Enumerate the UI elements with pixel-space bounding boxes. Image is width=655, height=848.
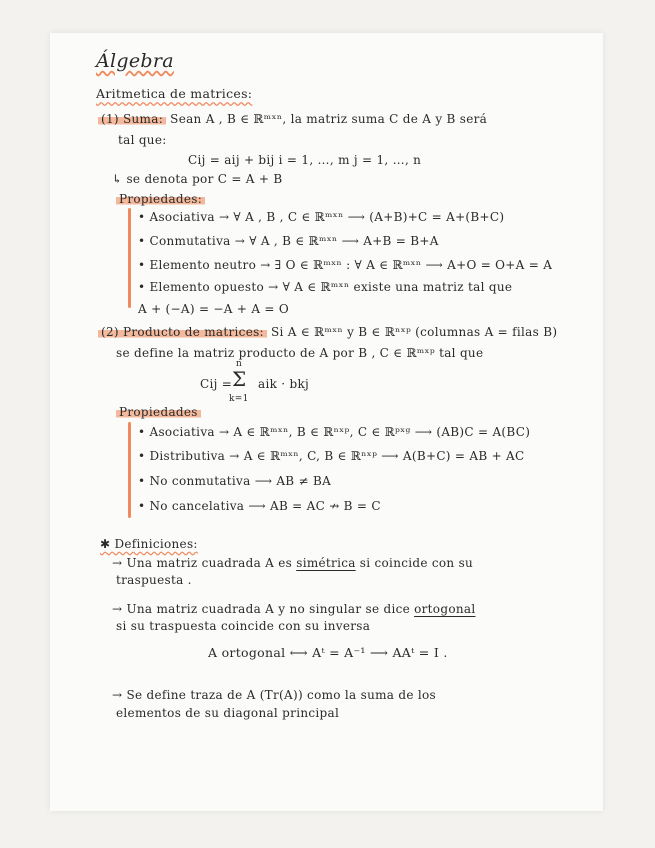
props1-item: • Asociativa → ∀ A , B , C ∈ ℝᵐˣⁿ ⟶ (A+B)+C = A+(B+C): [138, 210, 505, 224]
page-title: Álgebra: [96, 50, 174, 72]
props1-item: • Elemento opuesto → ∀ A ∈ ℝᵐˣⁿ existe una matriz tal que: [138, 280, 513, 294]
suma-line2: tal que:: [118, 133, 167, 147]
def1-line2: traspuesta .: [116, 573, 192, 587]
producto-formula-top: n: [236, 359, 243, 369]
props2-item: • Distributiva → A ∈ ℝᵐˣⁿ, C, B ∈ ℝⁿˣᵖ ⟶ A(B+C) = AB + AC: [138, 449, 525, 463]
producto-formula-rhs: aik · bkj: [258, 377, 310, 391]
def3-line2: elementos de su diagonal principal: [116, 706, 340, 720]
producto-label: (2) Producto de matrices:: [98, 325, 267, 339]
def2-formula: A ortogonal ⟷ Aᵗ = A⁻¹ ⟶ AAᵗ = I .: [208, 645, 448, 660]
def2-term: ortogonal: [414, 602, 476, 616]
props2-item: • No cancelativa ⟶ AB = AC ↛ B = C: [138, 499, 381, 513]
props2-item: • No conmutativa ⟶ AB ≠ BA: [138, 474, 332, 488]
suma-note: ↳ se denota por C = A + B: [112, 172, 283, 186]
def3-line1: → Se define traza de A (Tr(A)) como la suma de los: [112, 688, 436, 702]
def1-line1: → Una matriz cuadrada A es simétrica si coincide con su: [112, 556, 474, 570]
def2-line1: → Una matriz cuadrada A y no singular se dice ortogonal: [112, 602, 476, 616]
section-heading: Aritmetica de matrices:: [96, 86, 253, 101]
producto-formula-sigma: Σ: [232, 367, 247, 391]
producto-formula-lhs: Cij =: [200, 377, 233, 391]
props1-bracket: [128, 208, 131, 308]
props1-item: A + (−A) = −A + A = O: [138, 302, 290, 316]
producto-line1: (2) Producto de matrices: Si A ∈ ℝᵐˣⁿ y B ∈ ℝⁿˣᵖ (columnas A = filas B): [98, 325, 557, 339]
props1-item: • Elemento neutro → ∃ O ∈ ℝᵐˣⁿ : ∀ A ∈ ℝᵐˣⁿ ⟶ A+O = O+A = A: [138, 258, 553, 272]
def2-line2: si su traspuesta coincide con su inversa: [116, 619, 371, 633]
suma-line1: (1) Suma: Sean A , B ∈ ℝᵐˣⁿ, la matriz suma C de A y B será: [98, 112, 487, 126]
props1-label: Propiedades:: [116, 192, 205, 206]
props2-label: Propiedades: [116, 405, 201, 419]
producto-line2: se define la matriz producto de A por B , C ∈ ℝᵐˣᵖ tal que: [116, 346, 484, 360]
props2-item: • Asociativa → A ∈ ℝᵐˣⁿ, B ∈ ℝⁿˣᵖ, C ∈ ℝᵖˣᵍ ⟶ (AB)C = A(BC): [138, 425, 531, 439]
producto-formula-bottom: k=1: [229, 394, 249, 404]
definiciones-label: ✱ Definiciones:: [100, 537, 198, 551]
props1-item: • Conmutativa → ∀ A , B ∈ ℝᵐˣⁿ ⟶ A+B = B+A: [138, 234, 439, 248]
suma-formula: Cij = aij + bij i = 1, …, m j = 1, …, n: [188, 153, 422, 167]
props2-bracket: [128, 422, 131, 518]
suma-label: (1) Suma:: [98, 112, 166, 126]
def1-term: simétrica: [296, 556, 356, 570]
